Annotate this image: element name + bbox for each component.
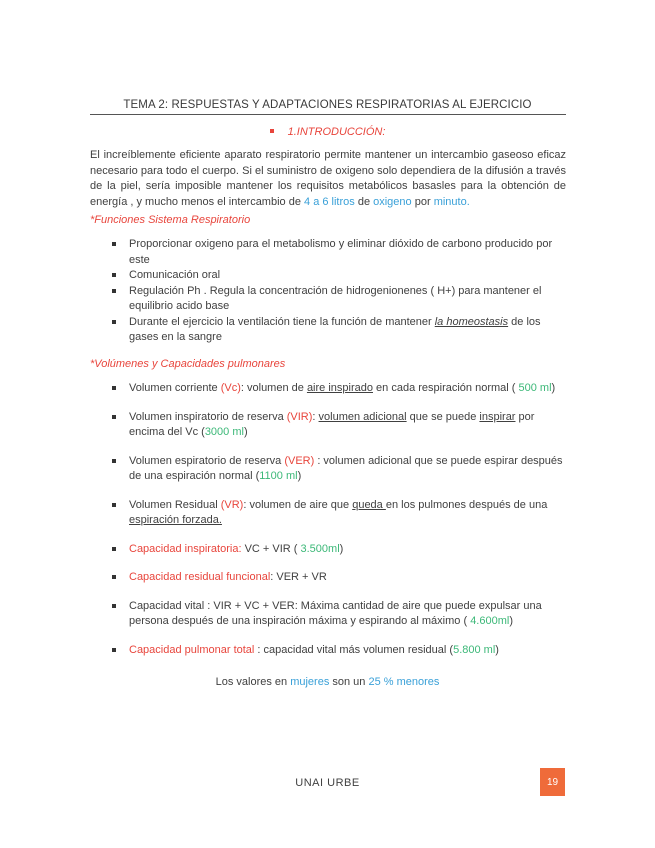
item-value: 4.600ml (470, 615, 510, 627)
item-abbr: (VER) (284, 454, 315, 467)
funciones-heading: *Funciones Sistema Respiratorio (90, 214, 251, 226)
item-text: que se puede (406, 410, 480, 423)
section-heading-text: 1.INTRODUCCIÓN: (287, 126, 386, 138)
bullet-icon (112, 648, 116, 652)
item-text: : volumen de (240, 382, 307, 394)
list-item-text: de los gases en la sangre (129, 315, 541, 343)
list-item (112, 315, 568, 346)
item-text: ) (551, 382, 556, 394)
item-text: : VER + VR (270, 571, 327, 583)
bullet-icon (112, 320, 116, 324)
bullet-icon (112, 547, 116, 551)
item-underlined: inspirar (479, 410, 516, 423)
item-abbr: (VR) (220, 498, 244, 511)
list-item-text: Comunicación oral (129, 269, 221, 281)
item-label: Capacidad inspiratoria: (129, 542, 242, 555)
intro-text: El increíblemente eficiente aparato respiratorio permite mantener un intercambio gaseoso eficaz necesario para todo el cuerpo. Si el suministro de oxigeno solo dependiera de la difusión a través de la piel, sería imposible mantener los requisitos metabólicos basasles para la obtención de energía , y mucho menos el intercambio de (90, 149, 566, 208)
bullet-icon (112, 575, 116, 579)
intro-highlight-minuto: minuto. (433, 195, 470, 208)
item-text: : (312, 410, 319, 423)
bullet-icon (112, 415, 116, 419)
bullet-icon (112, 242, 116, 246)
item-text: ) (297, 470, 302, 482)
item-abbr: (Vc) (220, 382, 241, 394)
item-text: : volumen de aire que (243, 498, 353, 511)
item-label: Volumen espiratorio de reserva (129, 454, 285, 467)
item-label: Capacidad pulmonar total (129, 643, 255, 656)
volumenes-heading: *Volúmenes y Capacidades pulmonares (90, 358, 286, 370)
list-item (112, 237, 568, 268)
volumenes-list (112, 381, 568, 671)
intro-text: de (354, 195, 374, 208)
intro-highlight-oxigeno: oxigeno (373, 195, 412, 208)
item-text: ) (495, 643, 499, 656)
list-item-text: Durante el ejercicio la ventilación tiene la función de mantener (129, 315, 435, 328)
intro-text: por (411, 195, 434, 208)
item-text: Capacidad vital : VIR + VC + VER: Máxima cantidad de aire que puede expulsar una persona después de una inspiración máxima y espirando al máximo ( (129, 599, 542, 627)
item-value: 3.500ml (297, 542, 340, 555)
bullet-icon (112, 459, 116, 463)
item-text: : capacidad vital más volumen residual ( (254, 643, 454, 656)
item-text: ) (509, 615, 513, 627)
footer-author: UNAI URBE (295, 777, 360, 789)
item-underlined: queda (352, 498, 386, 511)
item-label: Volumen Residual (129, 498, 221, 511)
bullet-icon (112, 386, 116, 390)
note-highlight-mujeres: mujeres (290, 676, 330, 688)
note-text: son un (329, 676, 369, 688)
item-label: Volumen inspiratorio de reserva (129, 410, 287, 423)
item-text: ) (339, 542, 344, 555)
item-underlined: volumen adicional (318, 410, 407, 423)
list-item-capacidad-residual (112, 570, 568, 586)
list-item-capacidad-vital (112, 599, 568, 630)
funciones-list (112, 237, 568, 346)
page-number-badge: 19 (540, 768, 565, 796)
item-text: en cada respiración normal ( (372, 382, 519, 394)
item-label: Capacidad residual funcional (129, 571, 271, 583)
list-item-text: Proporcionar oxigeno para el metabolismo y eliminar dióxido de carbono producido por este (129, 238, 553, 266)
list-item-capacidad-inspiratoria (112, 542, 568, 558)
square-bullet-icon (270, 129, 274, 133)
item-text: : volumen adicional que se puede espirar después de una espiración normal ( (129, 454, 563, 482)
page-header-title: TEMA 2: RESPUESTAS Y ADAPTACIONES RESPIRATORIAS AL EJERCICIO (123, 99, 532, 111)
item-value: 500 ml (518, 382, 552, 394)
list-item (112, 268, 568, 284)
item-underlined: aire inspirado (306, 382, 373, 394)
item-value: 3000 ml (204, 426, 244, 438)
item-underlined: espiración forzada. (129, 514, 222, 526)
item-label: Volumen corriente (129, 382, 221, 394)
list-item (112, 284, 568, 315)
section-heading (0, 126, 655, 138)
bullet-icon (112, 604, 116, 608)
values-note (0, 676, 655, 688)
item-text: por encima del Vc ( (129, 410, 535, 438)
intro-highlight-litros: 4 a 6 litros (304, 195, 355, 208)
intro-paragraph (90, 148, 566, 210)
homeostasis-term: la homeostasis (434, 315, 509, 328)
item-text: ) (243, 426, 248, 438)
list-item-text: Regulación Ph . Regula la concentración de hidrogenionenes ( H+) para mantener el equilibrio acido base (129, 284, 542, 312)
list-item-capacidad-pulmonar (112, 643, 568, 659)
item-value: 1100 ml (259, 470, 298, 482)
bullet-icon (112, 273, 116, 277)
header-divider (90, 114, 566, 115)
list-item-volumen-corriente (112, 381, 568, 397)
item-abbr: (VIR) (286, 410, 313, 423)
list-item-volumen-residual (112, 498, 568, 529)
list-item-volumen-espiratorio (112, 454, 568, 485)
note-highlight-percent: 25 % menores (368, 676, 440, 688)
bullet-icon (112, 289, 116, 293)
item-text: en los pulmones después de una (385, 498, 548, 511)
list-item-volumen-inspiratorio (112, 410, 568, 441)
item-text: VC + VIR ( (241, 542, 298, 555)
item-value: 5.800 ml (453, 643, 496, 656)
bullet-icon (112, 503, 116, 507)
note-text: Los valores en (215, 676, 291, 688)
